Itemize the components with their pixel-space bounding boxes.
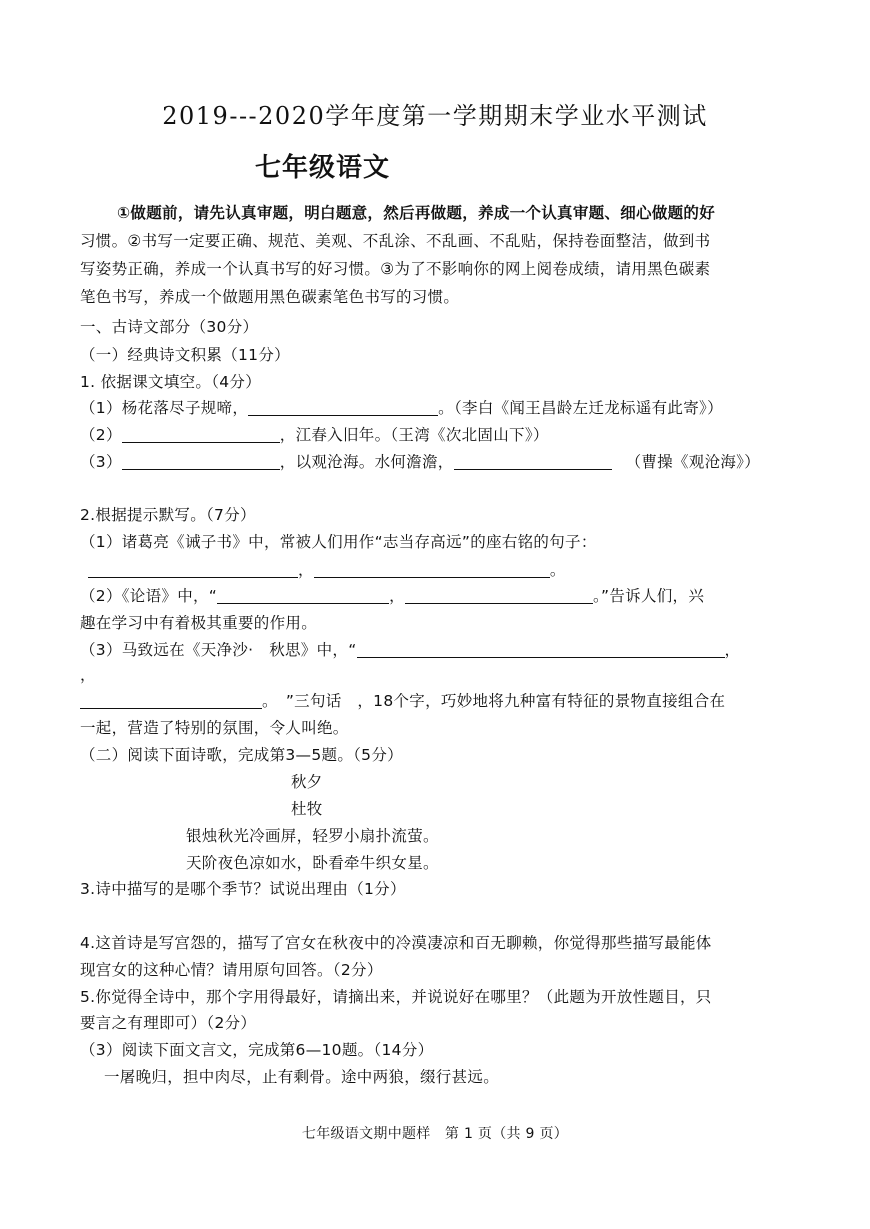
q2-p3-suffix: 。 ”三句话 ，18个字，巧妙地将九种富有特征的景物直接组合在 — [262, 692, 726, 710]
question-2-part-2-cont: 趣在学习中有着极其重要的作用。 — [80, 614, 318, 632]
answer-blank[interactable] — [248, 397, 438, 416]
answer-blank[interactable] — [122, 451, 280, 470]
exam-title: 2019---2020学年度第一学期期末学业水平测试 — [162, 102, 708, 130]
question-2-part-3-line-3: 一起，营造了特别的氛围，令人叫绝。 — [80, 719, 349, 737]
q2-p3-prefix: （3）马致远在《天净沙· 秋思》中，“ — [80, 641, 357, 659]
notice-line-4: 笔色书写，养成一个做题用黑色碳素笔色书写的习惯。 — [80, 288, 460, 306]
q1-item2-suffix: ，江春入旧年。（王湾《次北固山下》） — [279, 426, 549, 444]
q1-item3-suffix: （曹操《观沧海》） — [625, 453, 761, 471]
poem-author: 杜牧 — [291, 800, 323, 818]
q2-p3-comma: ， — [724, 641, 741, 659]
q2-p1-comma: ， — [298, 561, 314, 579]
question-1-heading: 1. 依据课文填空。（4分） — [80, 373, 262, 391]
q1-item1-suffix: 。（李白《闻王昌龄左迁龙标遥有此寄》） — [438, 399, 723, 417]
question-2-part-1-blanks — [88, 557, 566, 583]
q1-item2-prefix: （2） — [80, 426, 122, 444]
notice-line-1: ①做题前，请先认真审题，明白题意，然后再做题，养成一个认真审题、细心做题的好 — [117, 204, 716, 222]
subsection-heading-3: （3）阅读下面文言文，完成第6—10题。（14分） — [80, 1041, 434, 1059]
q2-p2-prefix: （2）《论语》中，“ — [80, 587, 218, 605]
question-1-item-2 — [80, 422, 549, 448]
question-2-part-2 — [80, 583, 704, 609]
question-2-part-3-stray: ， — [80, 666, 96, 684]
q1-item1-prefix: （1）杨花落尽子规啼， — [80, 399, 249, 417]
answer-blank[interactable] — [88, 559, 298, 578]
question-5-line-1: 5.你觉得全诗中，那个字用得最好，请摘出来，并说说好在哪里？（此题为开放性题目，只 — [80, 988, 712, 1006]
answer-blank[interactable] — [122, 424, 280, 443]
question-2-part-3 — [80, 637, 740, 663]
question-2-part-1: （1）诸葛亮《诫子书》中，常被人们用作“志当存高远”的座右铭的句子： — [80, 533, 597, 551]
question-1-item-1 — [80, 395, 723, 421]
answer-blank[interactable] — [405, 585, 593, 604]
subsection-heading-1: （一）经典诗文积累（11分） — [80, 346, 290, 364]
q2-p2-comma: ， — [389, 587, 405, 605]
q1-item3-prefix: （3） — [80, 453, 122, 471]
subsection-heading-2: （二）阅读下面诗歌，完成第3—5题。（5分） — [80, 746, 403, 764]
answer-blank[interactable] — [357, 639, 725, 658]
q1-item3-middle: ，以观沧海。水何澹澹， — [279, 453, 454, 471]
question-4-line-2: 现宫女的这种心情？请用原句回答。（2分） — [80, 961, 383, 979]
poem-line-2: 天阶夜色凉如水，卧看牵牛织女星。 — [186, 854, 439, 872]
notice-line-2: 习惯。②书写一定要正确、规范、美观、不乱涂、不乱画、不乱贴，保持卷面整洁，做到书 — [80, 232, 711, 250]
q2-p2-suffix: 。”告诉人们，兴 — [592, 587, 705, 605]
section-heading-1: 一、古诗文部分（30分） — [80, 318, 259, 336]
question-4-line-1: 4.这首诗是写宫怨的，描写了宫女在秋夜中的冷漠凄凉和百无聊赖，你觉得那些描写最能体 — [80, 934, 712, 952]
question-5-line-2: 要言之有理即可）（2分） — [80, 1014, 257, 1032]
notice-line-3: 写姿势正确，养成一个认真书写的好习惯。③为了不影响你的网上阅卷成绩，请用黑色碳素 — [80, 260, 711, 278]
question-2-part-3-line-2 — [80, 688, 725, 714]
answer-blank[interactable] — [217, 585, 389, 604]
page-footer: 七年级语文期中题样 第 1 页（共 9 页） — [301, 1126, 569, 1142]
question-1-item-3 — [80, 449, 760, 475]
classical-text-line-1: 一屠晚归，担中肉尽，止有剩骨。途中两狼，缀行甚远。 — [104, 1068, 500, 1086]
exam-subtitle: 七年级语文 — [255, 153, 391, 183]
poem-title: 秋夕 — [291, 773, 323, 791]
answer-blank[interactable] — [80, 690, 262, 709]
question-3: 3.诗中描写的是哪个季节？试说出理由（1分） — [80, 880, 406, 898]
q2-p1-end: 。 — [549, 561, 566, 579]
answer-blank[interactable] — [314, 559, 550, 578]
answer-blank[interactable] — [454, 451, 612, 470]
poem-line-1: 银烛秋光冷画屏，轻罗小扇扑流萤。 — [186, 827, 439, 845]
question-2-heading: 2.根据提示默写。（7分） — [80, 506, 256, 524]
